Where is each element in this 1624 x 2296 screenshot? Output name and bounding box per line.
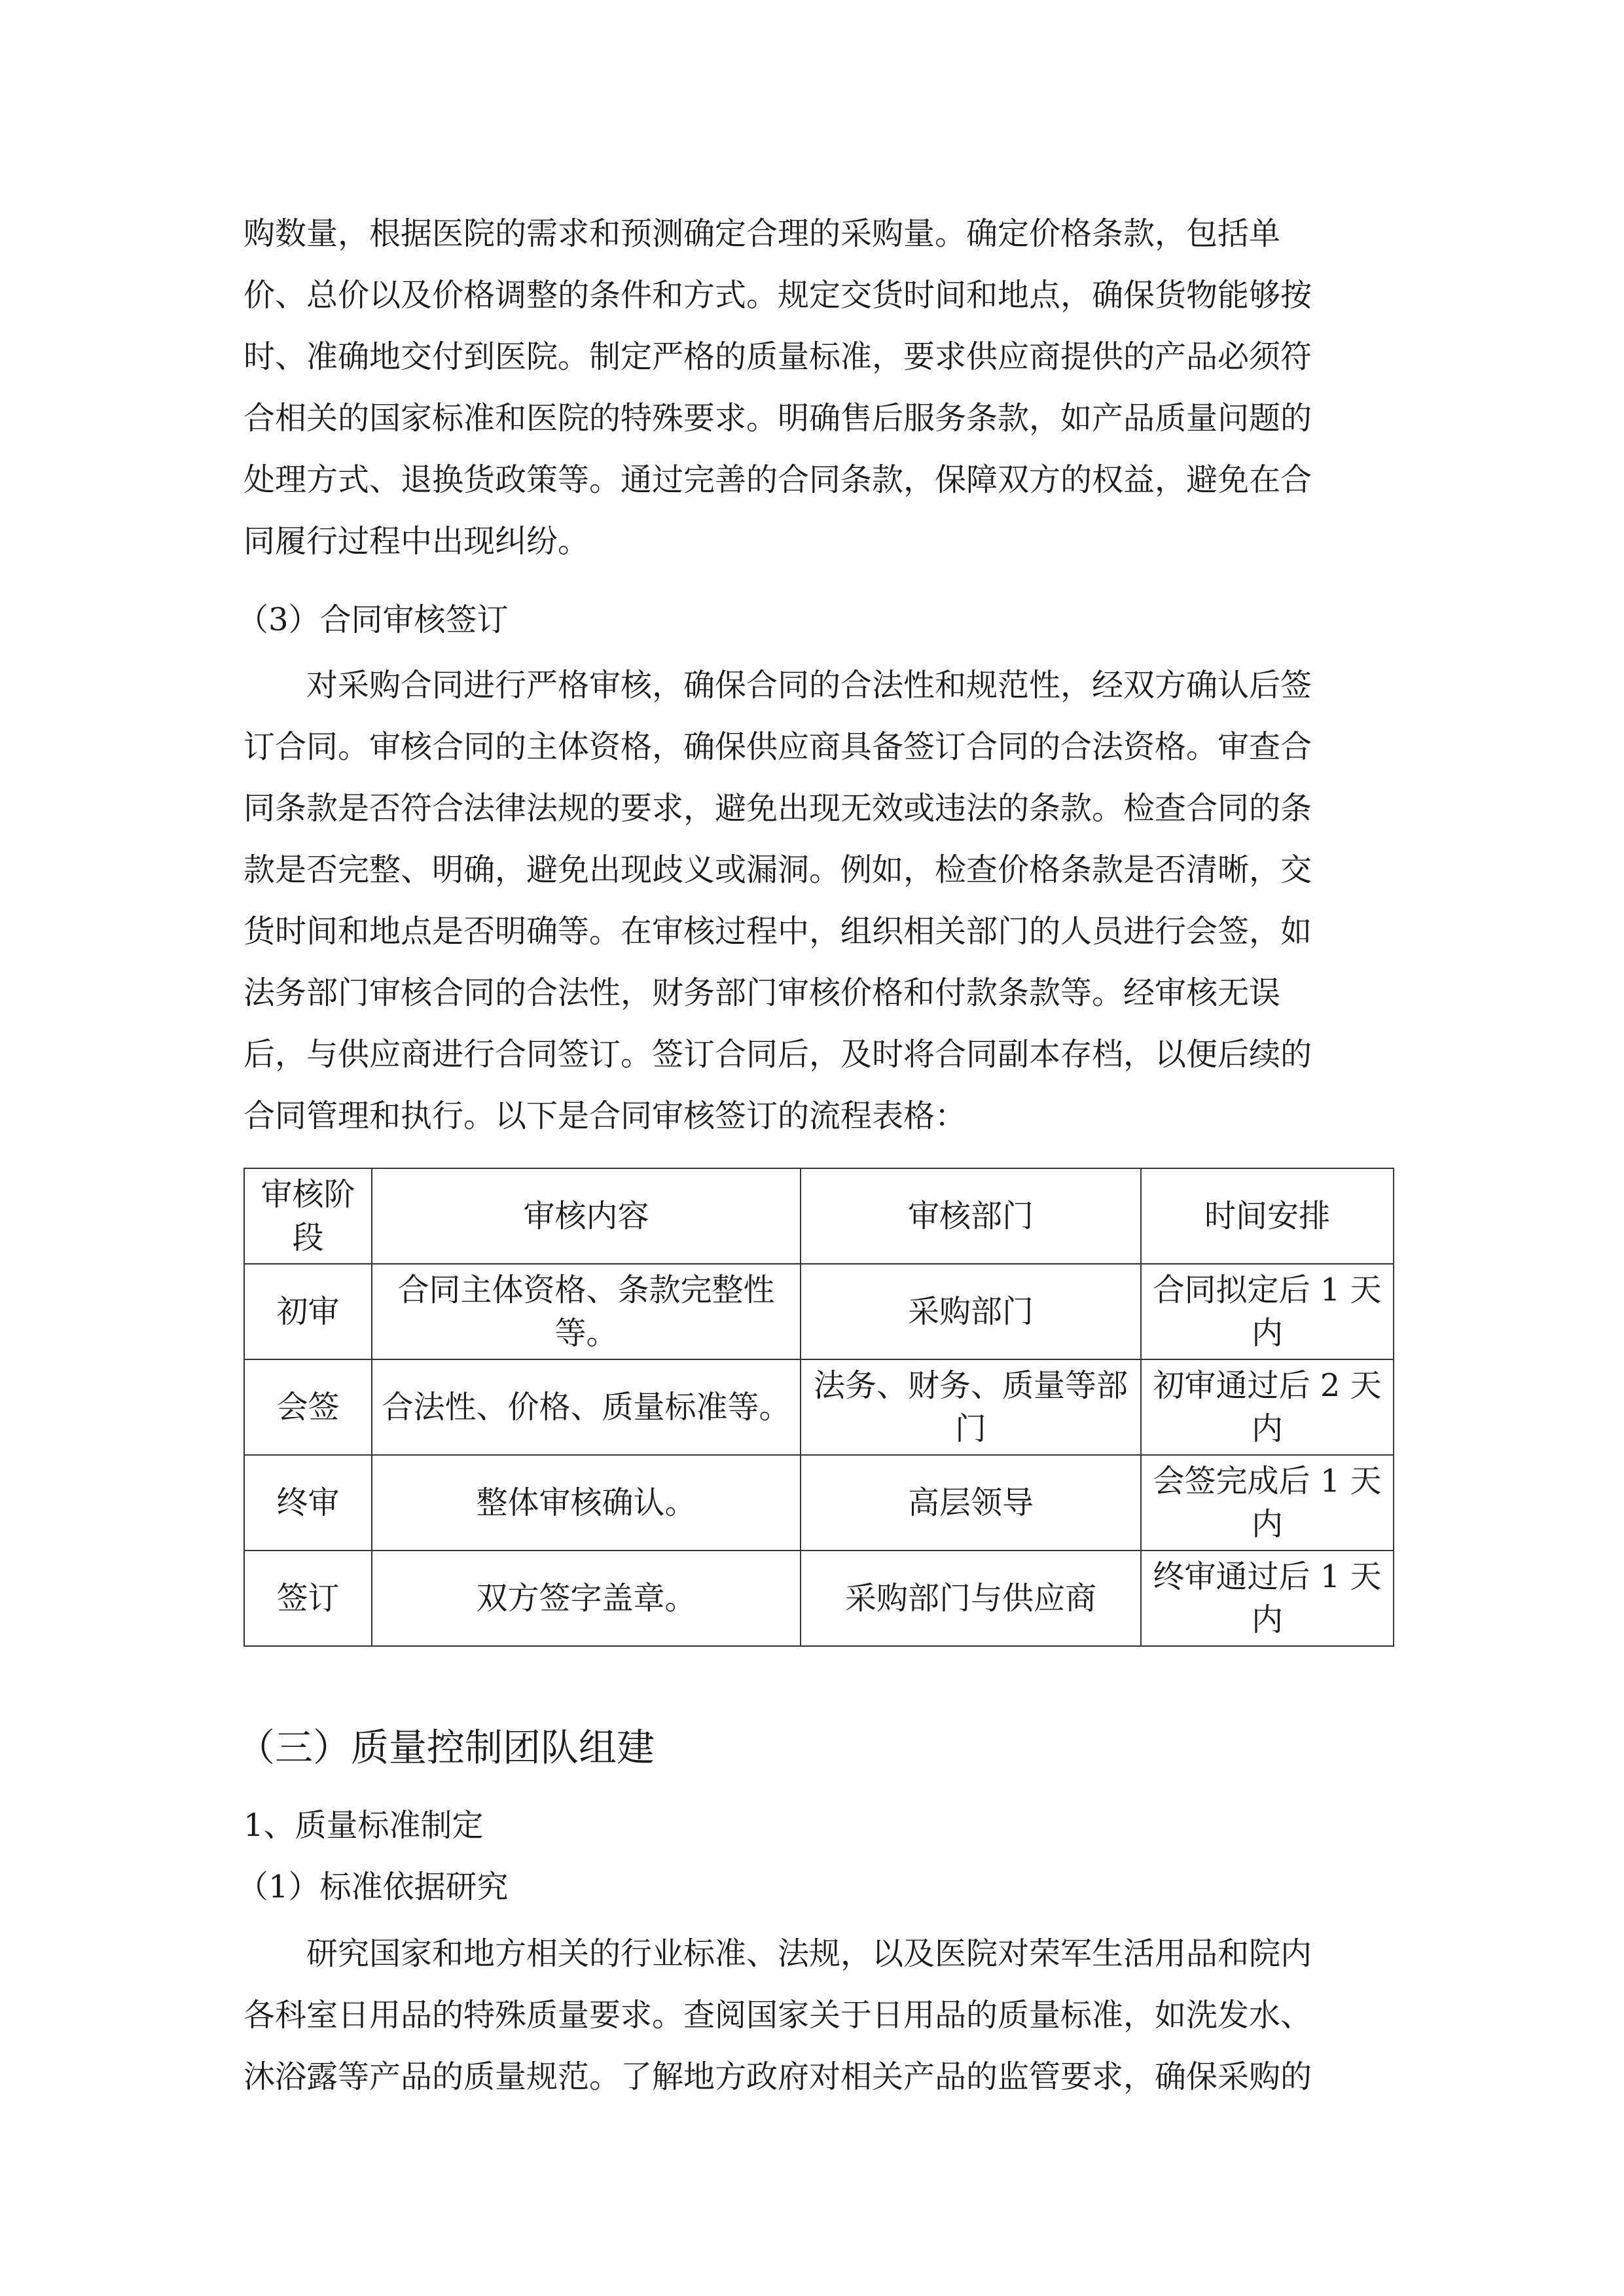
table-cell: 合法性、价格、质量标准等。 [372,1359,801,1455]
table-cell: 会签完成后 1 天内 [1141,1455,1394,1551]
heading-quality-standard [244,1795,1394,1856]
review-process-table [244,1168,1394,1647]
subsection-heading: 1、质量标准制定 [244,1807,484,1844]
text-line: 处理方式、退换货政策等。通过完善的合同条款，保障双方的权益，避免在合 [244,461,1312,498]
text-line: 购数量，根据医院的需求和预测确定合理的采购量。确定价格条款，包括单 [244,215,1281,252]
paragraph-contract-terms [244,203,1394,572]
table-cell: 终审 [244,1455,372,1551]
text-line: 同履行过程中出现纠纷。 [244,523,590,560]
text-line: 各科室日用品的特殊质量要求。查阅国家关于日用品的质量标准，如洗发水、 [244,1997,1312,2034]
text-line: 沐浴露等产品的质量规范。了解地方政府对相关产品的监管要求，确保采购的 [244,2058,1312,2095]
table-header-cell: 审核内容 [372,1168,801,1264]
table-cell: 合同拟定后 1 天内 [1141,1264,1394,1359]
table-row [244,1264,1394,1359]
heading-contract-review [237,589,1388,651]
table-row [244,1455,1394,1551]
table-header-row [244,1168,1394,1264]
table-row [244,1359,1394,1455]
table-header-cell: 时间安排 [1141,1168,1394,1264]
table-cell: 签订 [244,1551,372,1646]
paragraph-text [244,655,1394,1147]
paragraph-contract-review [244,655,1394,1147]
text-line: 时、准确地交付到医院。制定严格的质量标准，要求供应商提供的产品必须符 [244,338,1312,375]
text-line: 对采购合同进行严格审核，确保合同的合法性和规范性，经双方确认后签 [306,667,1312,704]
text-line: 研究国家和地方相关的行业标准、法规，以及医院对荣军生活用品和院内 [306,1935,1312,1972]
text-line: 法务部门审核合同的合法性，财务部门审核价格和付款条款等。经审核无误 [244,975,1281,1011]
table-header-cell: 审核部门 [801,1168,1141,1264]
text-line: 价、总价以及价格调整的条件和方式。规定交货时间和地点，确保货物能够按 [244,277,1312,314]
table-cell: 采购部门 [801,1264,1141,1359]
table-cell: 初审 [244,1264,372,1359]
paragraph-text [244,1923,1394,2108]
text-line: 合相关的国家标准和医院的特殊要求。明确售后服务条款，如产品质量问题的 [244,400,1312,437]
table-cell: 终审通过后 1 天内 [1141,1551,1394,1646]
table-cell: 合同主体资格、条款完整性等。 [372,1264,801,1359]
table-cell: 会签 [244,1359,372,1455]
table-cell: 法务、财务、质量等部门 [801,1359,1141,1455]
text-line: 合同管理和执行。以下是合同审核签订的流程表格： [244,1098,967,1134]
subsection-heading: （1）标准依据研究 [237,1869,509,1905]
text-line: 后，与供应商进行合同签订。签订合同后，及时将合同副本存档，以便后续的 [244,1036,1312,1073]
table-cell: 整体审核确认。 [372,1455,801,1551]
text-line: 货时间和地点是否明确等。在审核过程中，组织相关部门的人员进行会签，如 [244,913,1312,950]
table-cell: 初审通过后 2 天内 [1141,1359,1394,1455]
section-heading: （三）质量控制团队组建 [237,1725,655,1770]
text-line: 款是否完整、明确，避免出现歧义或漏洞。例如，检查价格条款是否清晰，交 [244,852,1312,888]
table-cell: 高层领导 [801,1455,1141,1551]
text-line: 同条款是否符合法律法规的要求，避免出现无效或违法的条款。检查合同的条 [244,790,1312,827]
table-header-cell: 审核阶段 [244,1168,372,1264]
text-line: 订合同。审核合同的主体资格，确保供应商具备签订合同的合法资格。审查合 [244,728,1312,765]
table-cell: 采购部门与供应商 [801,1551,1141,1646]
table-row [244,1551,1394,1646]
heading-standard-basis [237,1856,1388,1918]
section-heading: （3）合同审核签订 [237,601,509,638]
heading-quality-team [237,1715,1388,1780]
table-cell: 双方签字盖章。 [372,1551,801,1646]
paragraph-text [244,203,1394,572]
paragraph-standard-basis [244,1923,1394,2108]
